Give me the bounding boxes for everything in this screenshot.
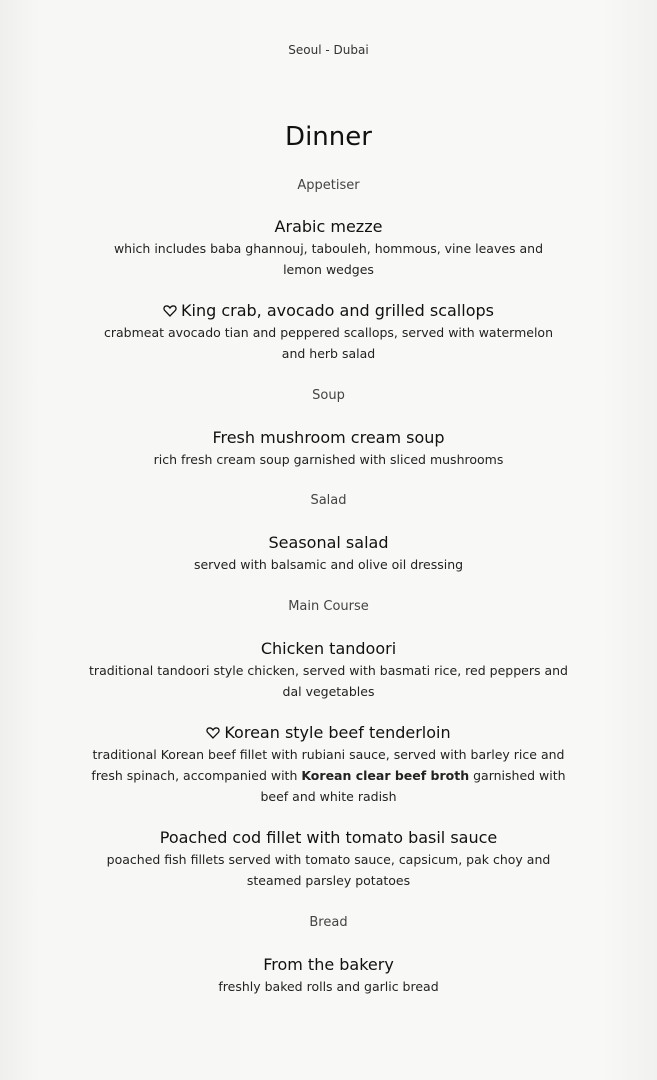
dish-name-soup: Fresh mushroom cream soup — [212, 428, 445, 447]
flight-route: Seoul - Dubai — [288, 43, 369, 57]
dish-name-bakery: From the bakery — [263, 955, 394, 974]
section-main-course: Main Course — [288, 599, 369, 614]
section-bread: Bread — [309, 915, 348, 930]
dish-name-mezze: Arabic mezze — [274, 217, 383, 236]
dish-desc-crab-1: crabmeat avocado tian and peppered scallops, served with watermelon — [103, 325, 554, 340]
dish-crab — [0, 301, 657, 320]
dish-desc-beef-2c: garnished with — [469, 768, 566, 783]
dish-name-salad: Seasonal salad — [268, 533, 389, 552]
dish-desc-tandoori-1: traditional tandoori style chicken, served with basmati rice, red peppers and — [89, 663, 568, 678]
dish-desc-mezze-2: lemon wedges — [283, 262, 374, 277]
dish-desc-beef-2 — [0, 765, 657, 786]
dish-name-cod: Poached cod fillet with tomato basil sauce — [159, 828, 498, 847]
dish-desc-cod-2: steamed parsley potatoes — [246, 873, 411, 888]
section-appetiser: Appetiser — [297, 178, 360, 193]
heart-outline-icon — [206, 727, 220, 739]
dish-name-beef: Korean style beef tenderloin — [224, 723, 451, 742]
section-salad: Salad — [310, 493, 347, 508]
page-title: Dinner — [285, 122, 372, 152]
dish-desc-beef-3: beef and white radish — [260, 789, 397, 804]
dish-name-tandoori: Chicken tandoori — [260, 639, 397, 658]
dish-desc-tandoori-2: dal vegetables — [282, 684, 375, 699]
heart-outline-icon — [163, 305, 177, 317]
dish-desc-crab-2: and herb salad — [281, 346, 376, 361]
dish-desc-beef-1: traditional Korean beef fillet with rubiani sauce, served with barley rice and — [92, 747, 565, 762]
dish-desc-bakery-1: freshly baked rolls and garlic bread — [218, 979, 439, 994]
dish-desc-soup-1: rich fresh cream soup garnished with sliced mushrooms — [153, 452, 504, 467]
dish-desc-beef-2a: fresh spinach, accompanied with — [91, 768, 302, 783]
section-soup: Soup — [312, 388, 345, 403]
dish-name-crab: King crab, avocado and grilled scallops — [181, 301, 494, 320]
dish-desc-salad-1: served with balsamic and olive oil dressing — [193, 557, 464, 572]
dish-beef — [0, 723, 657, 742]
dish-desc-mezze-1: which includes baba ghannouj, tabouleh, hommous, vine leaves and — [113, 241, 544, 256]
dish-desc-beef-highlight: Korean clear beef broth — [301, 768, 470, 783]
dish-desc-cod-1: poached fish fillets served with tomato sauce, capsicum, pak choy and — [106, 852, 551, 867]
